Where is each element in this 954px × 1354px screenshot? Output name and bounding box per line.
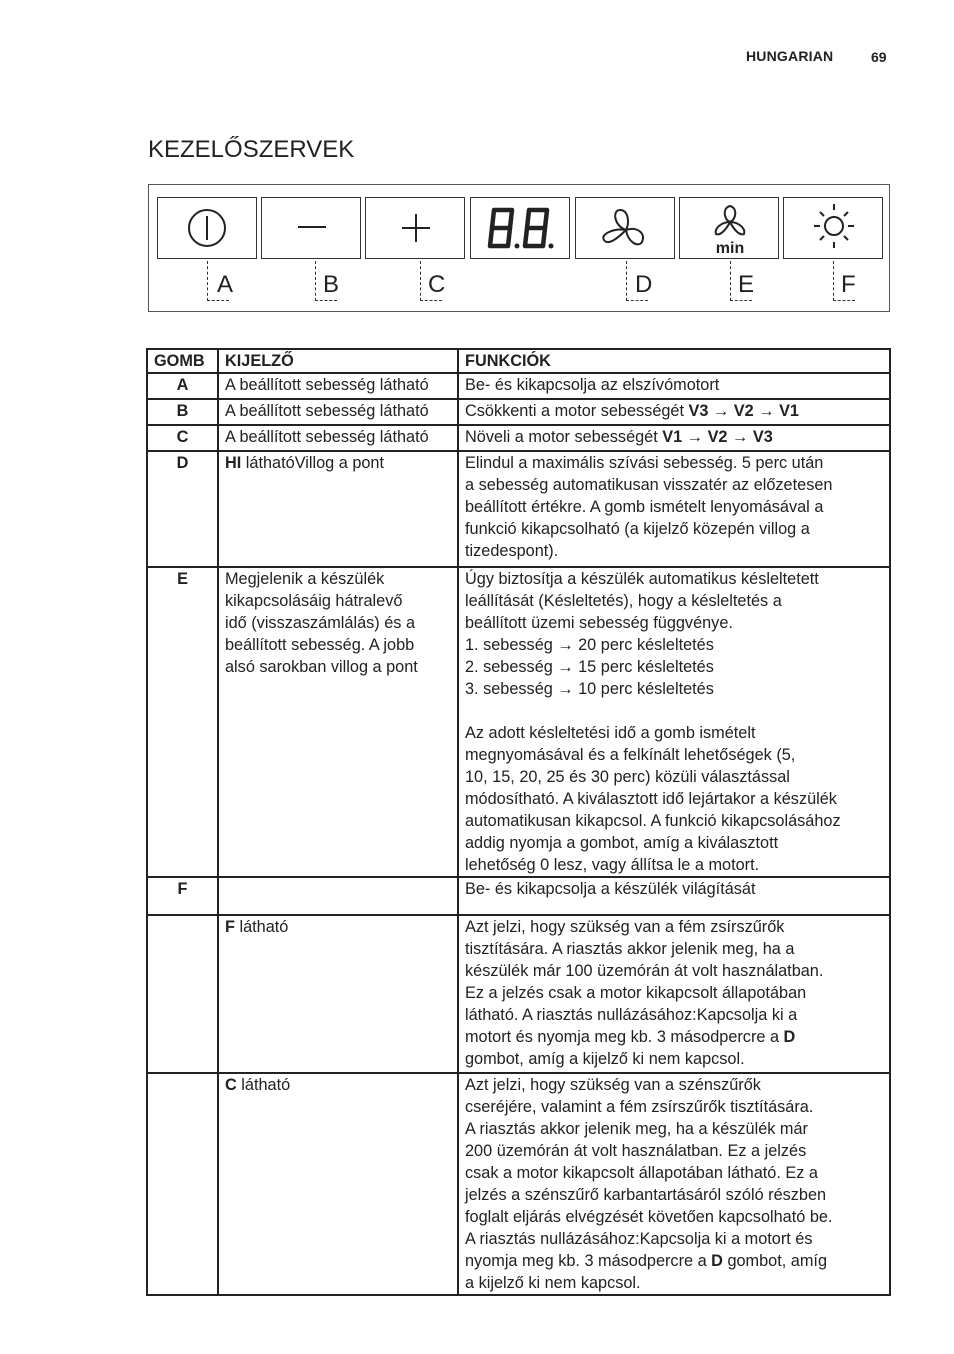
row-key: C — [147, 425, 218, 451]
table-row — [147, 915, 890, 1073]
button-power — [157, 197, 257, 259]
row-display: A beállított sebesség látható — [218, 399, 458, 425]
table-row — [147, 1073, 890, 1295]
controls-table — [146, 348, 891, 1296]
label-d: D — [635, 271, 653, 298]
row-key: D — [147, 451, 218, 567]
label-b: B — [323, 271, 340, 298]
row-function: Azt jelzi, hogy szükség van a fém zsírszűrők tisztítására. A riasztás akkor jelenik meg, ha a készülék már 100 üzemórán át volt használatban. Ez a jelzés csak a motor kikapcsolt állapotában látható. A riasztás nullázásához:Kapcsolja ki a motort és nyomja meg kb. 3 másodpercre a D gombot, amíg a kijelző ki nem kapcsol. — [458, 915, 890, 1073]
table-row — [147, 373, 890, 399]
row-key: E — [147, 567, 218, 877]
label-f: F — [841, 271, 856, 298]
table-row — [147, 451, 890, 567]
table-row — [147, 567, 890, 877]
row-display: F látható — [218, 915, 458, 1073]
seven-segment-display-icon — [471, 198, 571, 260]
control-panel-diagram — [148, 184, 890, 312]
page-number: 69 — [871, 49, 887, 65]
row-key — [147, 915, 218, 1073]
table-row — [147, 425, 890, 451]
label-e: E — [738, 271, 755, 298]
col-header-kijelzo: KIJELZŐ — [218, 349, 458, 373]
header-language: HUNGARIAN — [746, 48, 834, 64]
min-label: min — [715, 240, 745, 257]
fan-min-icon — [680, 198, 780, 260]
row-display — [218, 877, 458, 915]
light-icon — [784, 198, 884, 260]
button-minus — [261, 197, 361, 259]
label-a: A — [217, 271, 234, 298]
row-function: Növeli a motor sebességét V1 → V2 → V3 — [458, 425, 890, 451]
row-function: Úgy biztosítja a készülék automatikus késleltetett leállítását (Késleltetés), hogy a késleltetés a beállított üzemi sebesség függvénye. 1. sebesség → 20 perc késleltetés 2. sebesség → 15 perc késleltetés 3. sebesség → 10 perc késleltetés Az adott késleltetési idő a gomb ismételt megnyomásával és a felkínált lehetőségek (5, 10, 15, 20, 25 és 30 perc) közüli választással módosítható. A kiválasztott idő lejártakor a készülék automatikusan kikapcsol. A funkció kikapcsolásához addig nyomja a gombot, amíg a kiválasztott lehetőség 0 lesz, vagy állítsa le a motort. — [458, 567, 890, 877]
display-window — [470, 197, 570, 259]
table-row — [147, 877, 890, 915]
row-display: Megjelenik a készülék kikapcsolásáig hátralevő idő (visszaszámlálás) és a beállított sebesség. A jobb alsó sarokban villog a pont — [218, 567, 458, 877]
row-function: Be- és kikapcsolja az elszívómotort — [458, 373, 890, 399]
col-header-funkciok: FUNKCIÓK — [458, 349, 890, 373]
row-function: Elindul a maximális szívási sebesség. 5 perc után a sebesség automatikusan visszatér az előzetesen beállított értékre. A gomb ismételt lenyomásával a funkció kikapcsolható (a kijelző közepén villog a tizedespont). — [458, 451, 890, 567]
plus-icon — [366, 198, 466, 260]
label-c: C — [428, 271, 446, 298]
minus-icon — [262, 198, 362, 260]
page-title: KEZELŐSZERVEK — [148, 136, 355, 163]
row-display: C látható — [218, 1073, 458, 1295]
row-key: F — [147, 877, 218, 915]
row-function: Azt jelzi, hogy szükség van a szénszűrők cseréjére, valamint a fém zsírszűrők tisztítására. A riasztás akkor jelenik meg, ha a készülék már 200 üzemórán át volt használatban. Ez a jelzés csak a motor kikapcsolt állapotában látható. Ez a jelzés a szénszűrő karbantartásáról szóló részben foglalt eljárás elvégzését követően kapcsolható be. A riasztás nullázásához:Kapcsolja ki a motort és nyomja meg kb. 3 másodpercre a D gombot, amíg a kijelző ki nem kapcsol. — [458, 1073, 890, 1295]
row-key: A — [147, 373, 218, 399]
button-fan-boost — [575, 197, 675, 259]
button-plus — [365, 197, 465, 259]
power-icon — [158, 198, 258, 260]
row-key: B — [147, 399, 218, 425]
row-function: Be- és kikapcsolja a készülék világítását — [458, 877, 890, 915]
table-row — [147, 399, 890, 425]
button-light — [783, 197, 883, 259]
row-function: Csökkenti a motor sebességét V3 → V2 → V1 — [458, 399, 890, 425]
fan-icon — [576, 198, 676, 260]
button-fan-timer — [679, 197, 779, 259]
row-display: A beállított sebesség látható — [218, 425, 458, 451]
table-header-row — [147, 349, 890, 373]
row-key — [147, 1073, 218, 1295]
col-header-gomb: GOMB — [147, 349, 218, 373]
row-display: A beállított sebesség látható — [218, 373, 458, 399]
row-display: HI láthatóVillog a pont — [218, 451, 458, 567]
